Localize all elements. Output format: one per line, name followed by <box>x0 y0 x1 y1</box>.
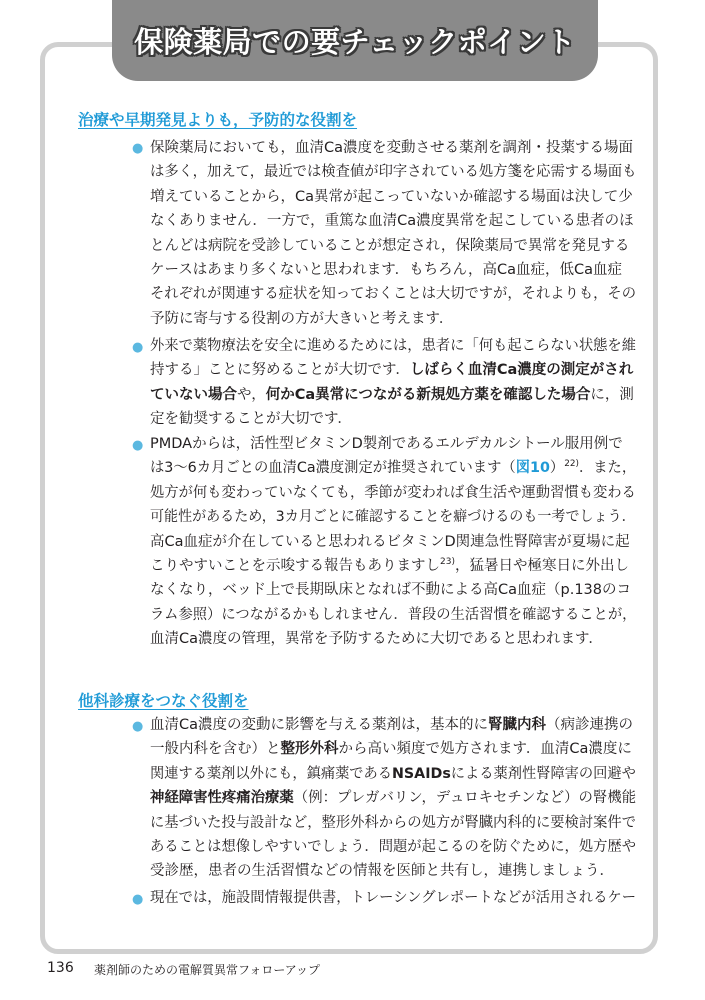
text-line: それぞれが関連する症状を知っておくことは大切ですが，それよりも，その <box>150 286 636 303</box>
text-line: PMDAからは，活性型ビタミンD製剤であるエルデカルシトール服用例で <box>150 436 623 452</box>
emphasis-text: NSAIDs <box>392 765 451 782</box>
text-line: ていない場合や，何かCa異常につながる新規処方薬を確認した場合に，測 <box>150 386 634 403</box>
text-line: 一般内科を含む）と整形外科から高い頻度で処方されます．血清Ca濃度に <box>150 741 632 758</box>
section-heading-prevention: 治療や早期発見よりも，予防的な役割を <box>78 111 358 129</box>
text-line: なくありません．一方で，重篤な血清Ca濃度異常を起こしている患者のほ <box>150 213 634 230</box>
text-line: 血清Ca濃度の変動に影響を与える薬剤は，基本的に腎臓内科（病診連携の <box>150 717 634 733</box>
text-line: あることは想像しやすいでしょう．問題が起こるのを防ぐために，処方歴や <box>150 838 636 855</box>
paragraph-prevention-role <box>150 136 636 331</box>
book-title: 薬剤師のための電解質異常フォローアップ <box>94 963 320 977</box>
emphasis-text: ていない場合 <box>150 386 237 403</box>
text-line: こりやすいことを示唆する報告もありますし$^{23)}$，猛暑日や極寒日に外出し <box>150 557 629 574</box>
page-title: 保険薬局での要チェックポイント <box>134 25 576 59</box>
text-line: 定を勧奨することが大切です． <box>150 411 352 428</box>
text-line: 現在では，施設間情報提供書，トレーシングレポートなどが活用されるケー <box>150 890 637 906</box>
emphasis-text: 腎臓内科 <box>488 717 547 733</box>
figure-reference-link[interactable]: 図10 <box>515 460 550 477</box>
emphasis-text: 神経障害性疼痛治療薬 <box>150 790 294 807</box>
text-line: なくなり，ベッド上で長期臥床となれば不動による高Ca血症（p.138のコ <box>150 582 631 599</box>
text-line: とんどは病院を受診していることが想定され，保険薬局で異常を発見する <box>150 237 630 254</box>
paragraph-outpatient-safety <box>150 334 636 432</box>
citation-superscript: 22) <box>564 459 579 470</box>
text-line: 血清Ca濃度の管理，異常を予防するために大切であると思われます． <box>150 631 603 648</box>
text-line: に基づいた投与設計など，整形外科からの処方が腎臓内科的に要検討案件で <box>150 814 636 831</box>
emphasis-text: 何かCa異常につながる新規処方薬を確認した場合 <box>265 386 591 403</box>
text-line: 増えていることから，Ca異常が起こっていないか確認する場面は決して少 <box>150 188 633 205</box>
bullet-icon: ● <box>132 892 144 907</box>
bullet-icon: ● <box>132 438 144 453</box>
text-line: 神経障害性疼痛治療薬（例：プレガバリン，デュロキセチンなど）の腎機能 <box>150 790 637 807</box>
text-line: 高Ca血症が介在していると思われるビタミンD関連急性腎障害が夏場に起 <box>150 533 630 550</box>
text-line: 持する」ことに努めることが大切です．しばらく血清Ca濃度の測定がされ <box>150 362 634 379</box>
text-line: 保険薬局においても，血清Ca濃度を変動させる薬剤を調剤・投薬する場面 <box>150 140 634 156</box>
text-line: 関連する薬剤以外にも，鎮痛薬であるNSAIDsによる薬剤性腎障害の回避や <box>150 765 636 782</box>
text-line: 可能性があるため，3カ月ごとに確認することを癖づけるのも一考でしょう． <box>150 509 636 526</box>
section-heading-interdepartmental: 他科診療をつなぐ役割を <box>78 692 249 710</box>
text-line: 受診歴，患者の生活習慣などの情報を医師と共有し，連携しましょう． <box>150 863 614 880</box>
text-line: ケースはあまり多くないと思われます．もちろん，高Ca血症，低Ca血症 <box>150 261 623 278</box>
page-number: 136 <box>47 960 74 976</box>
emphasis-text: 整形外科 <box>280 741 339 758</box>
text-line: 外来で薬物療法を安全に進めるためには，患者に「何も起こらない状態を維 <box>150 338 636 354</box>
paragraph-information-sharing <box>150 886 636 910</box>
citation-superscript: 23) <box>440 557 455 568</box>
bullet-icon: ● <box>132 719 144 734</box>
text-line: ラム参照）につながるかもしれません．普段の生活習慣を確認することが， <box>150 606 637 623</box>
text-line: は3〜6カ月ごとの血清Ca濃度測定が推奨されています（図10）$^{22)}$．また， <box>150 459 637 477</box>
bullet-icon: ● <box>132 340 144 355</box>
emphasis-text: しばらく血清Ca濃度の測定がされ <box>409 362 634 379</box>
text-line: 処方が何も変わっていなくても，季節が変われば食生活や運動習慣も変わる <box>150 484 636 501</box>
bullet-icon: ● <box>132 141 144 156</box>
title-banner <box>112 0 598 81</box>
text-line: 予防に寄与する役割の方が大きいと考えます． <box>150 310 454 327</box>
paragraph-drug-prescribers <box>150 713 636 884</box>
text-line: は多く，加えて，最近では検査値が印字されている処方箋を応需する場面も <box>150 164 637 181</box>
paragraph-pmda-recommendation <box>150 432 636 652</box>
